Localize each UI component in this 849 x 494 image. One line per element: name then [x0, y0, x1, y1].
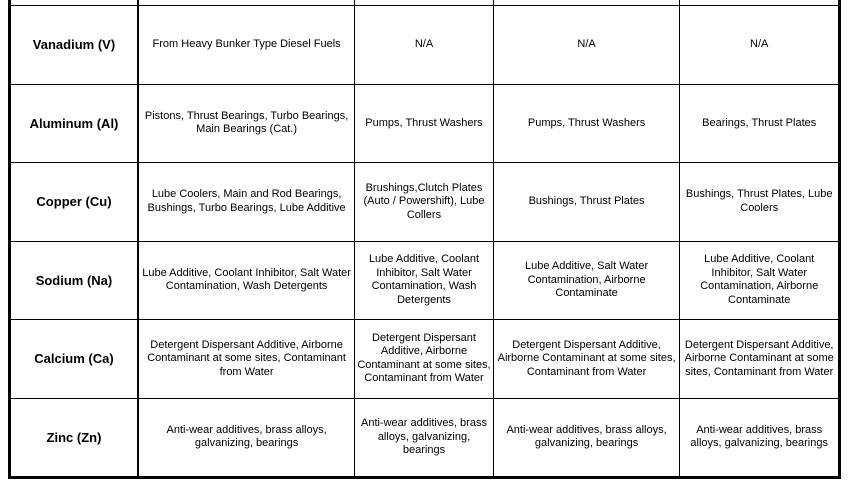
source-cell-col2: Lube Additive, Coolant Inhibitor, Salt Water Contamination, Wash Detergents: [355, 241, 494, 320]
source-cell-col2: N/A: [355, 6, 494, 85]
source-cell-col1: Pistons, Thrust Bearings, Turbo Bearings, Main Bearings (Cat.): [138, 84, 355, 163]
source-cell-col3: Anti-wear additives, brass alloys, galvanizing, bearings: [493, 398, 680, 478]
table-row-zinc: [10, 398, 840, 478]
table-row-vanadium: [10, 6, 840, 85]
source-cell-col4: Anti-wear additives, brass alloys, galvanizing, bearings: [680, 398, 840, 478]
source-cell-col1: Anti-wear additives, brass alloys, galvanizing, bearings: [138, 398, 355, 478]
element-name-cell: Aluminum (Al): [10, 84, 138, 163]
source-cell-col3: Detergent Dispersant Additive, Airborne Contaminant at some sites, Contaminant from Water: [493, 320, 680, 399]
source-cell-col3: Pumps, Thrust Washers: [493, 84, 680, 163]
element-name-cell: Calcium (Ca): [10, 320, 138, 399]
source-cell-col4: Bearings, Thrust Plates: [680, 84, 840, 163]
source-cell-col3: Lube Additive, Salt Water Contamination, Airborne Contaminate: [493, 241, 680, 320]
table-row-copper: [10, 163, 840, 242]
element-name-cell: Vanadium (V): [10, 6, 138, 85]
source-cell-col1: From Heavy Bunker Type Diesel Fuels: [138, 6, 355, 85]
table-row-aluminum: [10, 84, 840, 163]
source-cell-col2: Pumps, Thrust Washers: [355, 84, 494, 163]
source-cell-col2: Anti-wear additives, brass alloys, galvanizing, bearings: [355, 398, 494, 478]
wear-metals-table: [8, 0, 841, 479]
element-name-cell: Sodium (Na): [10, 241, 138, 320]
source-cell-col1: Lube Coolers, Main and Rod Bearings, Bushings, Turbo Bearings, Lube Additive: [138, 163, 355, 242]
element-name-cell: Copper (Cu): [10, 163, 138, 242]
source-cell-col4: Bushings, Thrust Plates, Lube Coolers: [680, 163, 840, 242]
source-cell-col3: Bushings, Thrust Plates: [493, 163, 680, 242]
source-cell-col2: Brushings,Clutch Plates (Auto / Powershift), Lube Collers: [355, 163, 494, 242]
source-cell-col4: Lube Additive, Coolant Inhibitor, Salt Water Contamination, Airborne Contaminate: [680, 241, 840, 320]
source-cell-col4: N/A: [680, 6, 840, 85]
source-cell-col1: Lube Additive, Coolant Inhibitor, Salt Water Contamination, Wash Detergents: [138, 241, 355, 320]
source-cell-col3: N/A: [493, 6, 680, 85]
table-row-calcium: [10, 320, 840, 399]
element-name-cell: Zinc (Zn): [10, 398, 138, 478]
table-row-sodium: [10, 241, 840, 320]
source-cell-col4: Detergent Dispersant Additive, Airborne Contaminant at some sites, Contaminant from Water: [680, 320, 840, 399]
source-cell-col2: Detergent Dispersant Additive, Airborne Contaminant at some sites, Contaminant from Water: [355, 320, 494, 399]
source-cell-col1: Detergent Dispersant Additive, Airborne Contaminant at some sites, Contaminant from Water: [138, 320, 355, 399]
